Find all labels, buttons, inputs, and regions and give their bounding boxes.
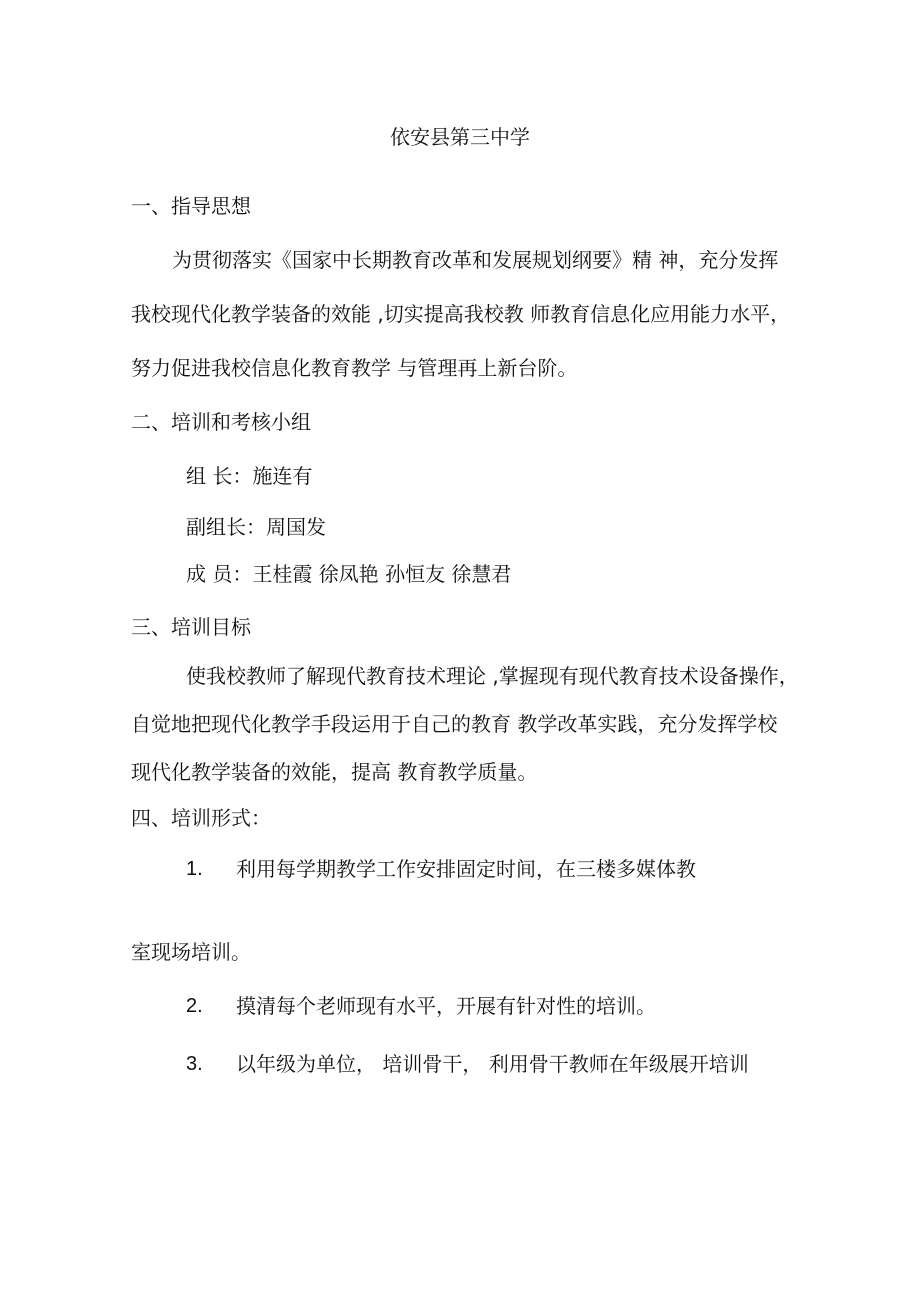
list-item-number: 2. xyxy=(186,995,203,1017)
document-title: 依安县第三中学 xyxy=(390,125,530,149)
list-item-number: 1. xyxy=(186,858,203,880)
list-item-number: 3. xyxy=(186,1053,203,1075)
paragraph-line: 我校现代化教学装备的效能 ,切实提高我校教 师教育信息化应用能力水平， xyxy=(131,302,791,326)
paragraph-line: 使我校教师了解现代教育技术理论 ,掌握现有现代教育技术设备操作， xyxy=(186,664,799,688)
section-heading-training-format: 四、培训形式： xyxy=(131,806,271,830)
group-deputy: 副组长：周国发 xyxy=(186,515,326,539)
list-item-text: 摸清每个老师现有水平，开展有针对性的培训。 xyxy=(236,994,656,1018)
group-members: 成 员：王桂霞 徐凤艳 孙恒友 徐慧君 xyxy=(186,562,512,586)
paragraph-line: 努力促进我校信息化教育教学 与管理再上新台阶。 xyxy=(131,356,578,380)
group-leader: 组 长：施连有 xyxy=(186,464,313,488)
section-heading-training-group: 二、培训和考核小组 xyxy=(131,410,311,434)
paragraph-line: 自觉地把现代化教学手段运用于自己的教育 教学改革实践，充分发挥学校 xyxy=(131,712,778,736)
list-item-text: 利用每学期教学工作安排固定时间，在三楼多媒体教 xyxy=(236,857,696,881)
list-item-text: 以年级为单位， 培训骨干， 利用骨干教师在年级展开培训 xyxy=(236,1052,749,1076)
section-heading-guiding-ideology: 一、指导思想 xyxy=(131,194,251,218)
paragraph-line: 现代化教学装备的效能，提高 教育教学质量。 xyxy=(131,760,538,784)
list-item-continuation: 室现场培训。 xyxy=(131,940,251,964)
section-heading-training-goals: 三、培训目标 xyxy=(131,615,251,639)
paragraph-line: 为贯彻落实《国家中长期教育改革和发展规划纲要》精 神，充分发挥 xyxy=(172,248,779,272)
